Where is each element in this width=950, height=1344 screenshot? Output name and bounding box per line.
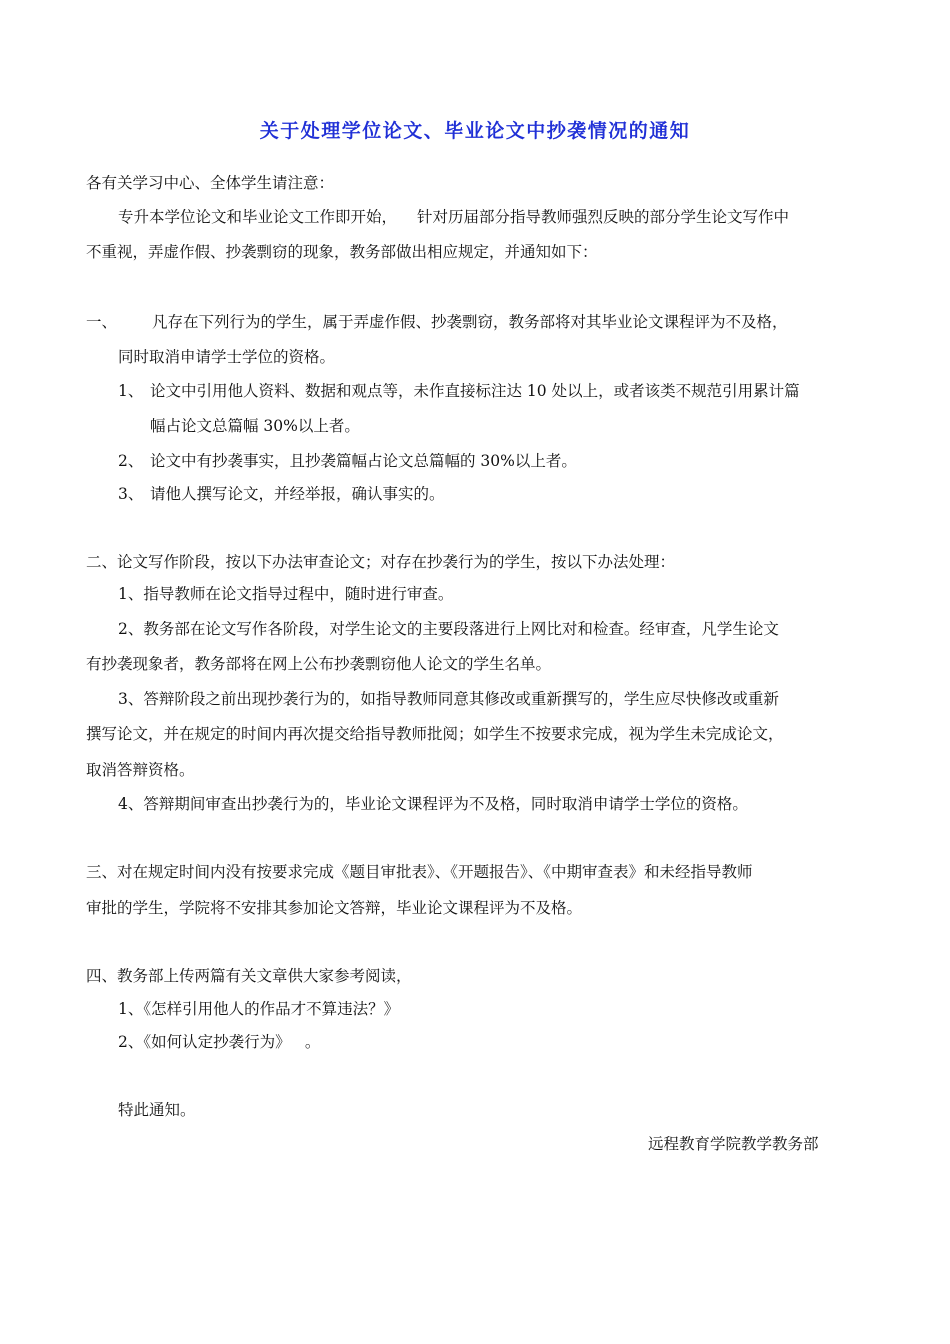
section2-heading: 二、论文写作阶段，按以下办法审查论文；对存在抄袭行为的学生，按以下办法处理： <box>86 553 676 571</box>
section4-item-2 <box>118 1031 320 1053</box>
section4-item-1: 1、《怎样引用他人的作品才不算违法？》 <box>118 1000 400 1018</box>
intro-line-2: 不重视，弄虚作假、抄袭剽窃的现象，教务部做出相应规定，并通知如下： <box>86 243 598 261</box>
section1-item-2-num: 2、 <box>118 452 144 470</box>
closing-text: 特此通知。 <box>118 1101 196 1119</box>
page-title: 关于处理学位论文、毕业论文中抄袭情况的通知 <box>259 120 691 142</box>
section1-item-1-num: 1、 <box>118 382 144 400</box>
intro-part-a: 专升本学位论文和毕业论文工作即开始， <box>118 208 398 226</box>
section2-item-3-line-2: 撰写论文，并在规定的时间内再次提交给指导教师批阅；如学生不按要求完成，视为学生未完成论文， <box>86 725 784 743</box>
section4-item-2-tail: 。 <box>304 1033 321 1051</box>
intro-line-1 <box>118 206 846 228</box>
section3-line-1: 三、对在规定时间内没有按要求完成《题目审批表》、《开题报告》、《中期审查表》和未经指导教师 <box>86 863 753 881</box>
section2-item-2-line-1: 2、教务部在论文写作各阶段，对学生论文的主要段落进行上网比对和检查。经审查，凡学生论文 <box>118 620 779 638</box>
section1-line-1: 凡存在下列行为的学生，属于弄虚作假、抄袭剽窃，教务部将对其毕业论文课程评为不及格， <box>152 313 788 331</box>
section2-item-4: 4、答辩期间审查出抄袭行为的，毕业论文课程评为不及格，同时取消申请学士学位的资格。 <box>118 795 748 813</box>
section4-item-2-text: 2、《如何认定抄袭行为》 <box>118 1033 283 1051</box>
section1-item-1-line-2: 幅占论文总篇幅 30%以上者。 <box>150 417 360 435</box>
greeting: 各有关学习中心、全体学生请注意： <box>86 174 335 192</box>
section1-item-3-num: 3、 <box>118 485 144 503</box>
signature: 远程教育学院教学教务部 <box>648 1135 819 1153</box>
section4-heading: 四、教务部上传两篇有关文章供大家参考阅读， <box>86 967 412 985</box>
section1-marker: 一、 <box>86 313 118 331</box>
section2-item-1: 1、指导教师在论文指导过程中，随时进行审查。 <box>118 585 454 603</box>
intro-part-b: 针对历届部分指导教师强烈反映的部分学生论文写作中 <box>417 208 790 226</box>
section1-item-2-line: 论文中有抄袭事实，且抄袭篇幅占论文总篇幅的 30%以上者。 <box>150 452 577 470</box>
section2-item-3-line-1: 3、答辩阶段之前出现抄袭行为的，如指导教师同意其修改或重新撰写的，学生应尽快修改或重新 <box>118 690 779 708</box>
section1-item-1-line-1: 论文中引用他人资料、数据和观点等，未作直接标注达 10 处以上，或者该类不规范引用累计篇 <box>150 382 800 400</box>
section1-line-2: 同时取消申请学士学位的资格。 <box>118 348 336 366</box>
section3-line-2: 审批的学生，学院将不安排其参加论文答辩，毕业论文课程评为不及格。 <box>86 899 583 917</box>
section1-item-3-line: 请他人撰写论文，并经举报，确认事实的。 <box>150 485 445 503</box>
section2-item-3-line-3: 取消答辩资格。 <box>86 761 195 779</box>
section2-item-2-line-2: 有抄袭现象者，教务部将在网上公布抄袭剽窃他人论文的学生名单。 <box>86 655 552 673</box>
